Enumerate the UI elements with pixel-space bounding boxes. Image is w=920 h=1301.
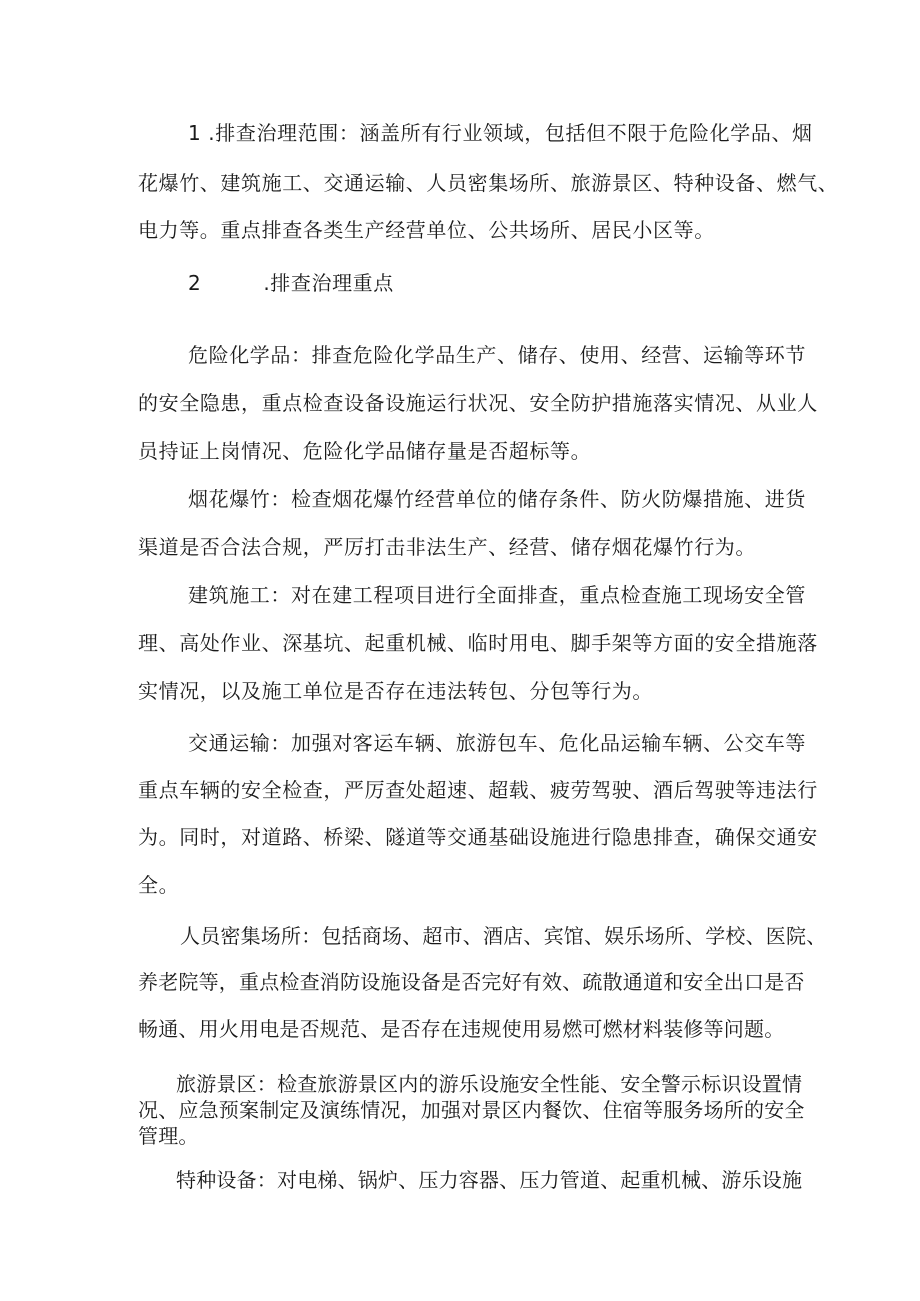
hazchem-line-1: 危险化学品：排查危险化学品生产、储存、使用、经营、运输等环节	[188, 343, 806, 367]
scenic-line-1: 旅游景区：检查旅游景区内的游乐设施安全性能、安全警示标识设置情	[176, 1072, 803, 1096]
hazchem-line-3: 员持证上岗情况、危险化学品储存量是否超标等。	[138, 439, 592, 463]
transport-line-2: 重点车辆的安全检查，严厉查处超速、超载、疲劳驾驶、酒后驾驶等违法行	[138, 778, 818, 802]
hazchem-line-2: 的安全隐患，重点检查设备设施运行状况、安全防护措施落实情况、从业人	[138, 391, 818, 415]
item1-line-3: 电力等。重点排查各类生产经营单位、公共场所、居民小区等。	[138, 218, 715, 242]
transport-line-1: 交通运输：加强对客运车辆、旅游包车、危化品运输车辆、公交车等	[188, 731, 806, 755]
crowded-line-1: 人员密集场所：包括商场、超市、酒店、宾馆、娱乐场所、学校、医院、	[180, 924, 827, 948]
fireworks-line-2: 渠道是否合法合规，严厉打击非法生产、经营、储存烟花爆竹行为。	[138, 535, 756, 559]
construction-line-1: 建筑施工：对在建工程项目进行全面排查，重点检查施工现场安全管	[188, 583, 806, 607]
item2-title: .排查治理重点	[263, 271, 394, 295]
item1-line-2: 花爆竹、建筑施工、交通运输、人员密集场所、旅游景区、特种设备、燃气、	[138, 171, 839, 195]
transport-line-4: 全。	[138, 873, 180, 897]
construction-line-3: 实情况，以及施工单位是否存在违法转包、分包等行为。	[138, 679, 653, 703]
scenic-line-2: 况、应急预案制定及演练情况，加强对景区内餐饮、住宿等服务场所的安全	[138, 1098, 805, 1122]
item2-number: 2	[188, 271, 202, 295]
item1-line-1: 1 .排查治理范围：涵盖所有行业领域，包括但不限于危险化学品、烟	[188, 121, 813, 145]
transport-line-3: 为。同时，对道路、桥梁、隧道等交通基础设施进行隐患排查，确保交通安	[138, 825, 818, 849]
item2-heading	[188, 271, 848, 295]
crowded-line-2: 养老院等，重点检查消防设施设备是否完好有效、疏散通道和安全出口是否	[138, 970, 805, 994]
crowded-line-3: 畅通、用火用电是否规范、是否存在违规使用易燃可燃材料装修等问题。	[138, 1017, 785, 1041]
fireworks-line-1: 烟花爆竹：检查烟花爆竹经营单位的储存条件、防火防爆措施、进货	[188, 487, 806, 511]
construction-line-2: 理、高处作业、深基坑、起重机械、临时用电、脚手架等方面的安全措施落	[138, 631, 818, 655]
special-equipment-line-1: 特种设备：对电梯、锅炉、压力容器、压力管道、起重机械、游乐设施	[176, 1168, 803, 1192]
scenic-line-3: 管理。	[138, 1124, 199, 1148]
